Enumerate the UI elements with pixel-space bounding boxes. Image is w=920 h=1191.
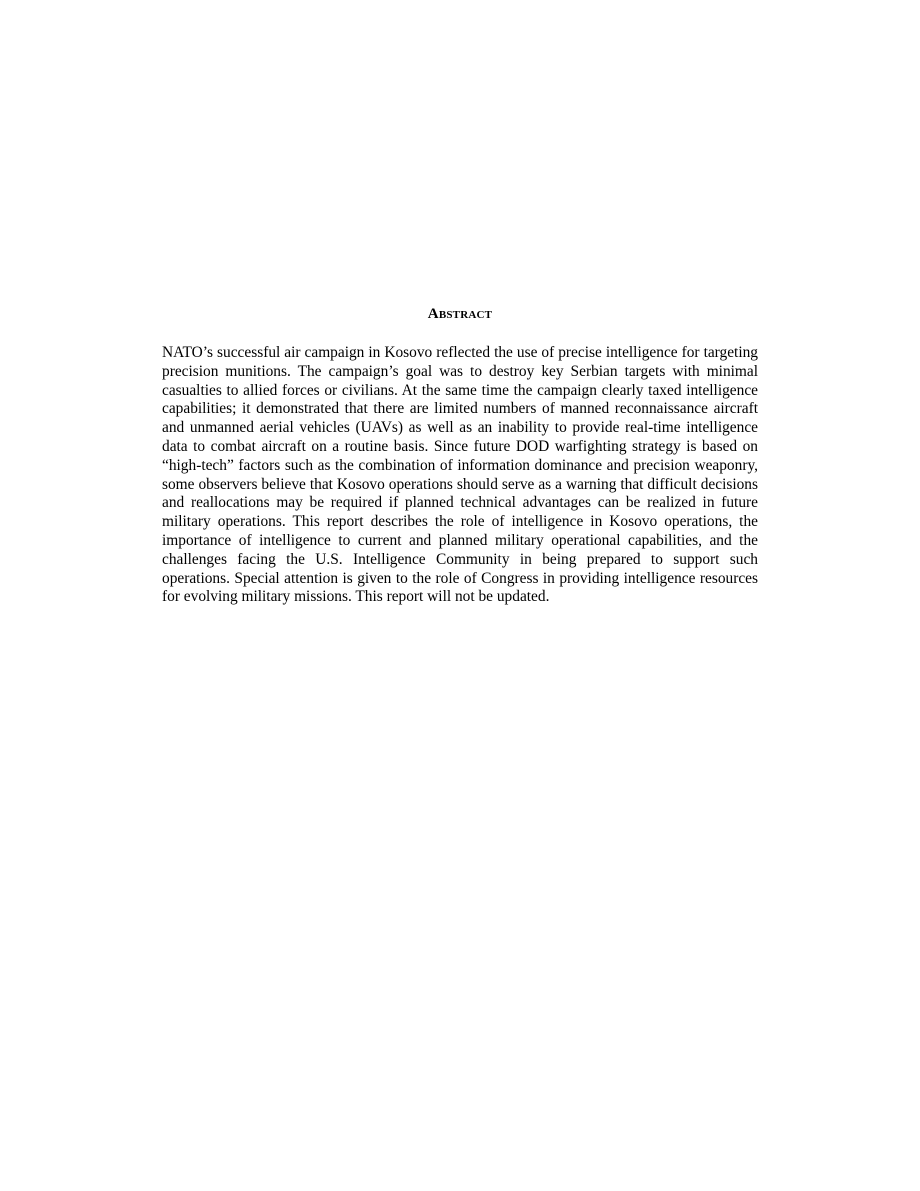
abstract-heading: Abstract [427, 306, 493, 322]
abstract-paragraph: NATO’s successful air campaign in Kosovo reflected the use of precise intelligence for targeting precision munitions. The campaign’s goal was to destroy key Serbian targets with minimal casualties to allied forces or civilians. At the same time the campaign clearly taxed intelligence capabilities; it demonstrated that there are limited numbers of manned reconnaissance aircraft and unmanned aerial vehicles (UAVs) as well as an inability to provide real-time intelligence data to combat aircraft on a routine basis. Since future DOD warfighting strategy is based on “high-tech” factors such as the combination of information dominance and precision weaponry, some observers believe that Kosovo operations should serve as a warning that difficult decisions and reallocations may be required if planned technical advantages can be realized in future military operations. This report describes the role of intelligence in Kosovo operations, the importance of intelligence to current and planned military operational capabilities, and the challenges facing the U.S. Intelligence Community in being prepared to support such operations. Special attention is given to the role of Congress in providing intelligence resources for evolving military missions. This report will not be updated. [162, 344, 758, 606]
